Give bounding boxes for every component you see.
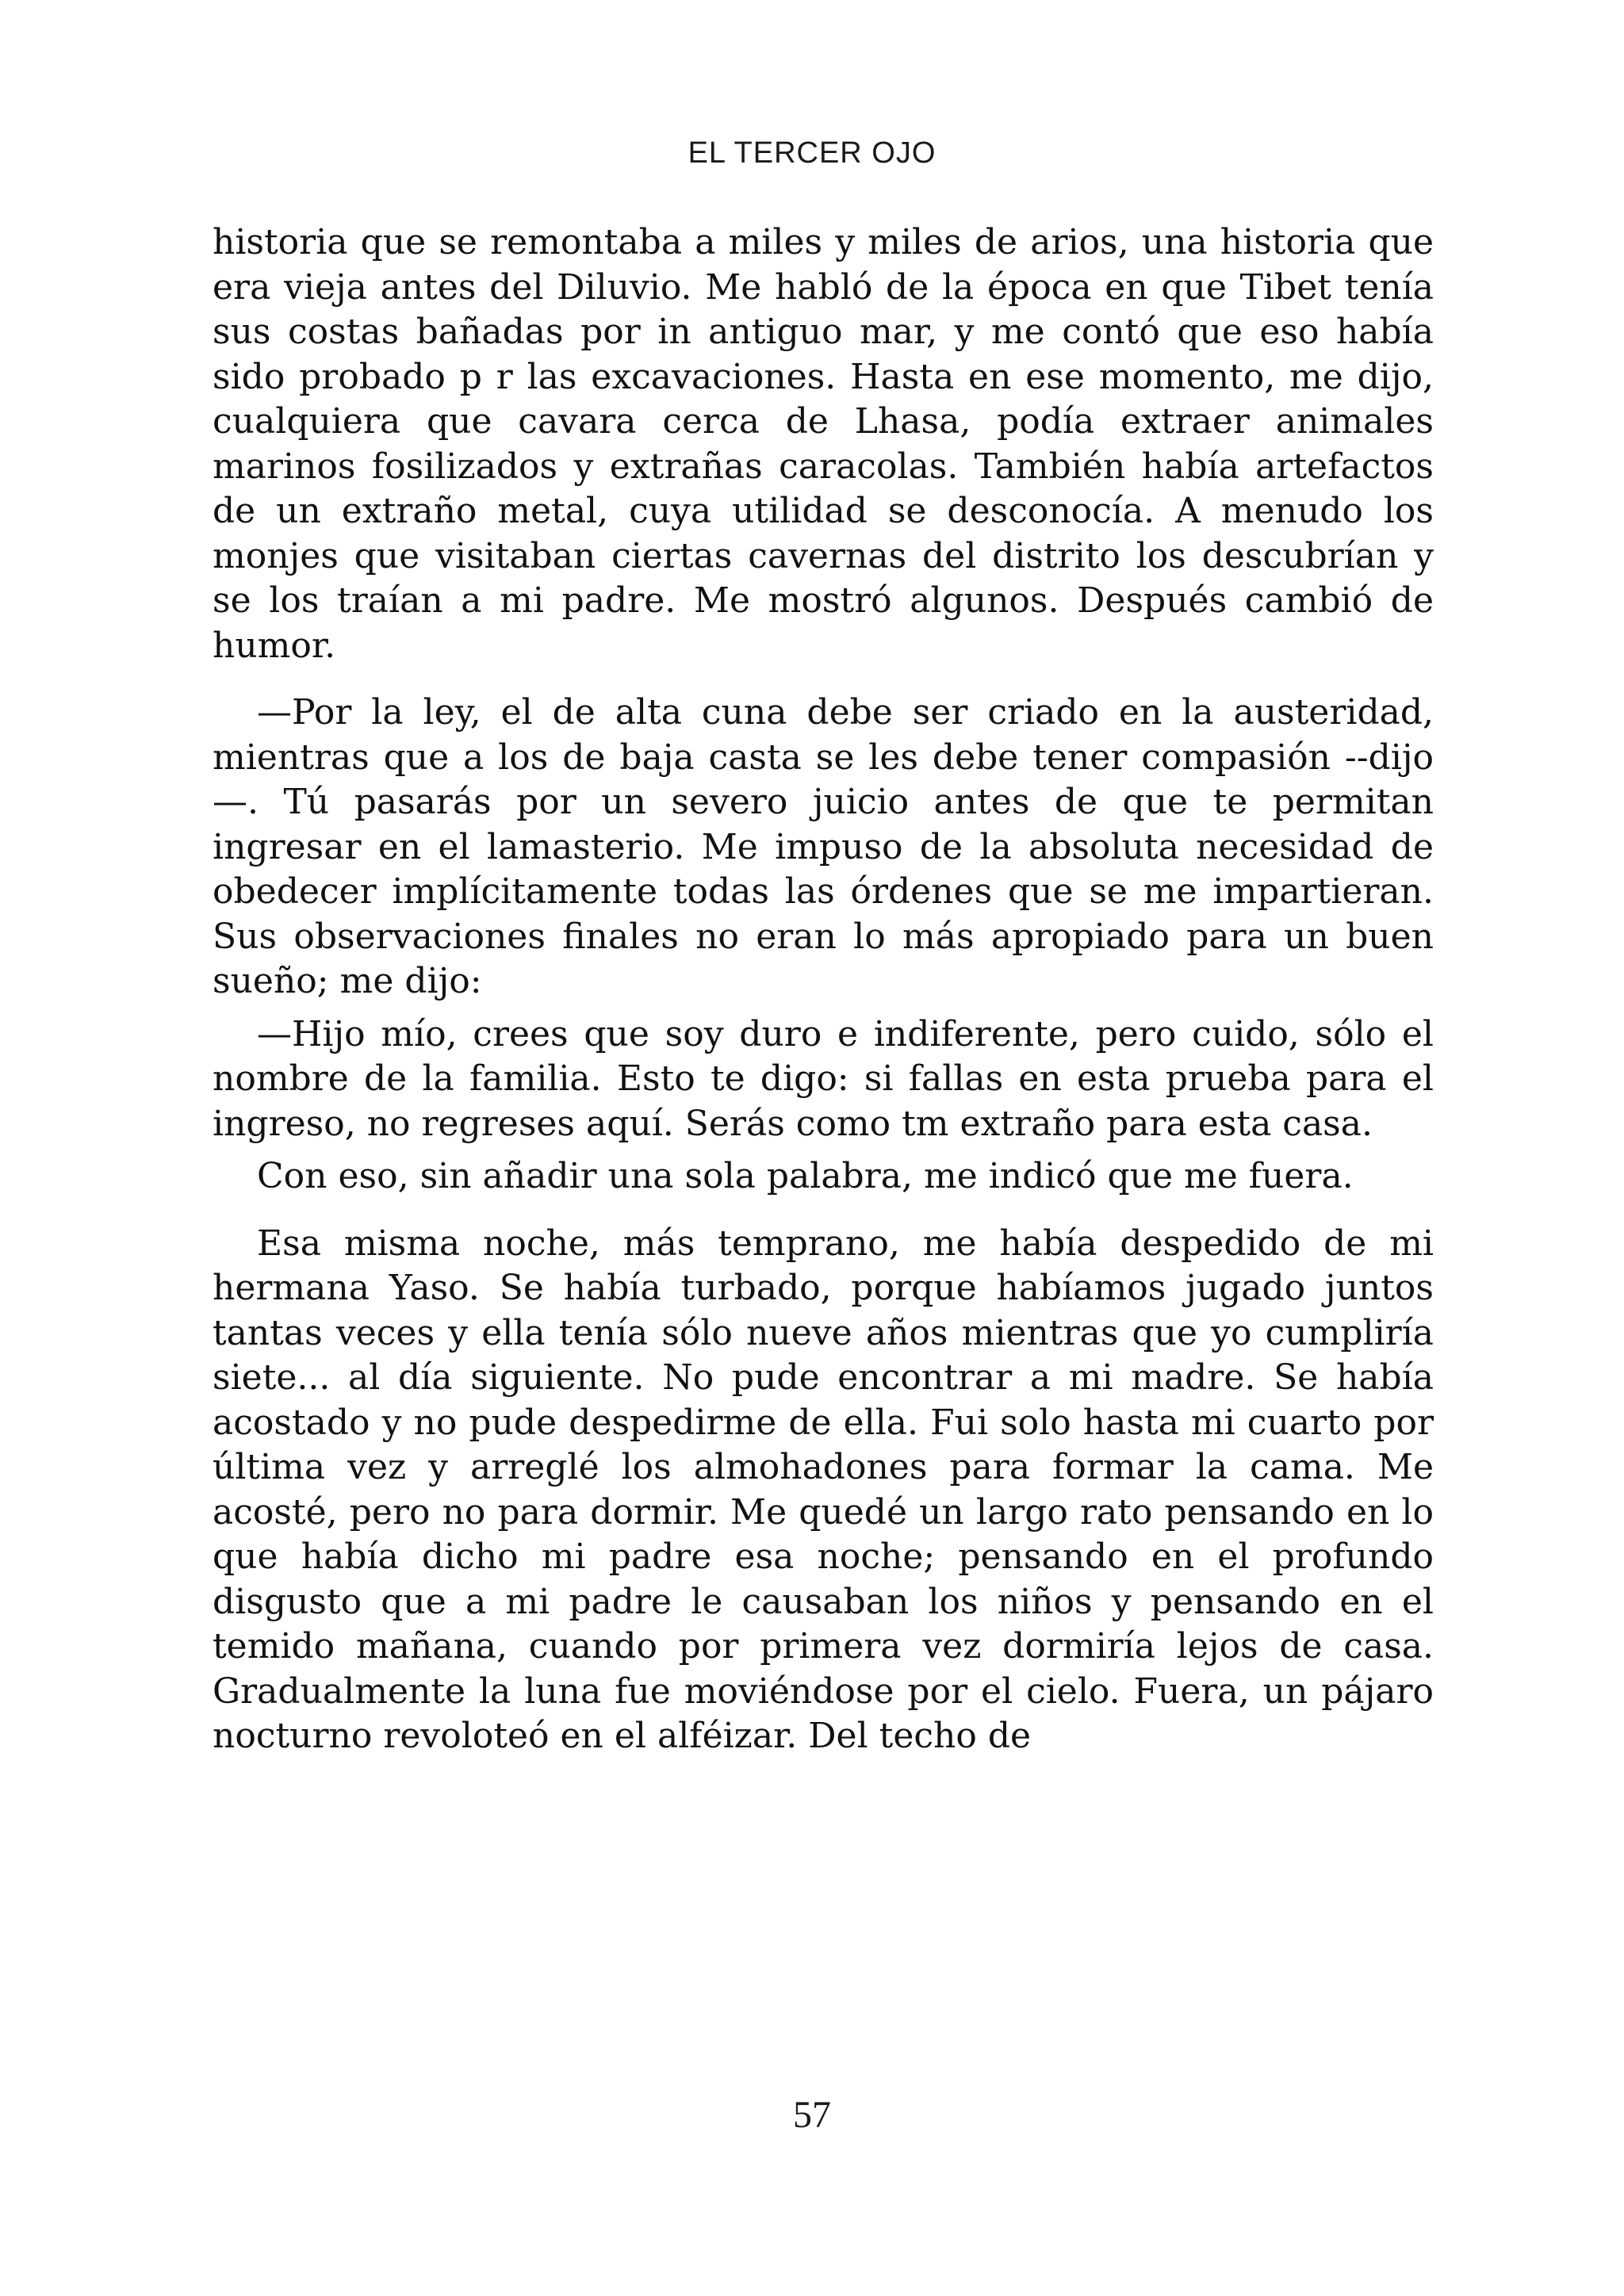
paragraph-2: —Por la ley, el de alta cuna debe ser criado en la austeridad, mientras que a los de baja casta se les debe tener compasión --dijo—. Tú pasarás por un severo juicio antes de que te permitan ingresar en el lamasterio. Me impuso de la absoluta necesidad de obedecer implícitamente todas las órdenes que se me impartieran. Sus observaciones finales no eran lo más apropiado para un buen sueño; me dijo: [213, 692, 1434, 1001]
paragraph-5: Esa misma noche, más temprano, me había despedido de mi hermana Yaso. Se había turbado, porque habíamos jugado juntos tantas veces y ella tenía sólo nueve años mientras que yo cumpliría siete... al día siguiente. No pude encontrar a mi madre. Se había acostado y no pude despedirme de ella. Fui solo hasta mi cuarto por última vez y arreglé los almohadones para formar la cama. Me acosté, pero no para dormir. Me quedé un largo rato pensando en lo que había dicho mi padre esa noche; pensando en el profundo disgusto que a mi padre le causaban los niños y pensando en el temido mañana, cuando por primera vez dormiría lejos de casa. Gradualmente la luna fue moviéndose por el cielo. Fuera, un pájaro nocturno revoloteó en el alféizar. Del techo de [213, 1223, 1434, 1756]
body-text [213, 220, 1434, 1759]
running-head-title: EL TERCER OJO [688, 136, 936, 170]
paragraph-1: historia que se remontaba a miles y miles de arios, una historia que era vieja antes del Diluvio. Me habló de la época en que Tibet tenía sus costas bañadas por in antiguo mar, y me contó que eso había sido probado p r las excavaciones. Hasta en ese momento, me dijo, cualquiera que cavara cerca de Lhasa, podía extraer animales marinos fosilizados y extrañas caracolas. También había artefactos de un extraño metal, cuya utilidad se desconocía. A menudo los monjes que visitaban ciertas cavernas del distrito los descubrían y se los traían a mi padre. Me mostró algunos. Después cambió de humor. [213, 222, 1434, 666]
paragraph-3: —Hijo mío, crees que soy duro e indiferente, pero cuido, sólo el nombre de la familia. Esto te digo: si fallas en esta prueba para el ingreso, no regreses aquí. Serás como tm extraño para esta casa. [213, 1013, 1434, 1144]
paragraph-4: Con eso, sin añadir una sola palabra, me indicó que me fuera. [257, 1156, 1354, 1196]
page-number: 57 [793, 2094, 831, 2136]
